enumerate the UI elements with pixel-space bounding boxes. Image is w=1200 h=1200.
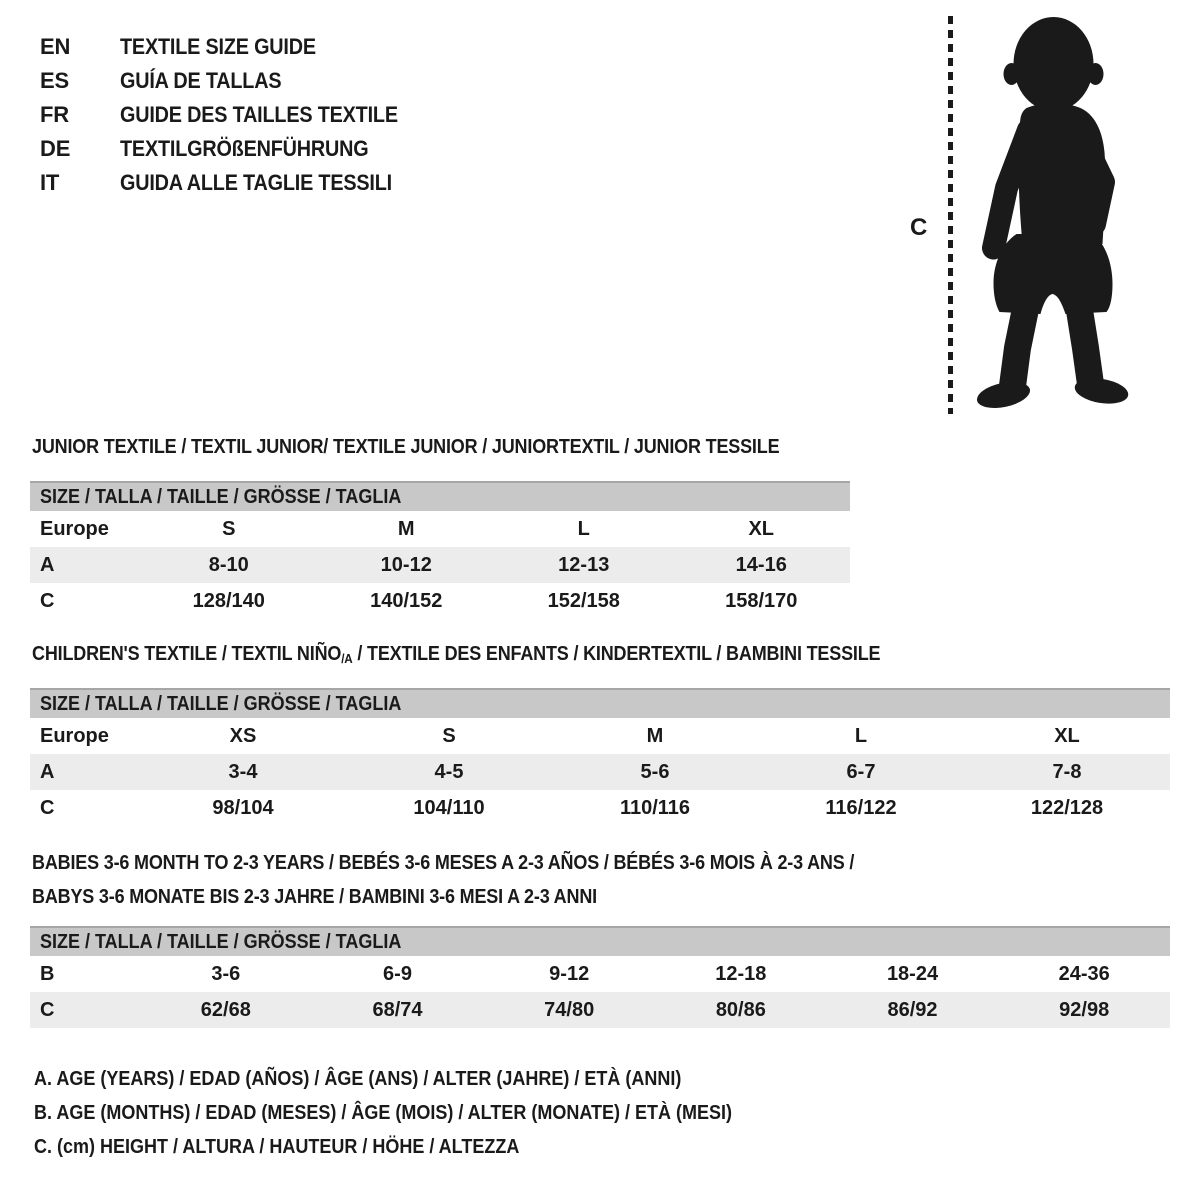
table-row-age-years (30, 547, 850, 583)
size-header-text: SIZE / TALLA / TAILLE / GRÖSSE / TAGLIA (40, 931, 402, 953)
row-label: B (40, 962, 55, 985)
height-cell: 128/140 (192, 589, 265, 612)
height-cell: 140/152 (370, 589, 443, 612)
legend-line-a: A. AGE (YEARS) / EDAD (AÑOS) / ÂGE (ANS) / ALTER (JAHRE) / ETÀ (ANNI) (34, 1068, 682, 1090)
language-code: ES (40, 68, 69, 93)
language-label: TEXTILE SIZE GUIDE (120, 34, 316, 59)
row-label: C (40, 589, 55, 612)
age-cell: 24-36 (1058, 962, 1110, 985)
age-cell: 12-13 (558, 553, 610, 576)
language-code: EN (40, 34, 71, 59)
size-cell: S (442, 724, 456, 747)
language-row-en (40, 30, 429, 64)
height-cell: 86/92 (887, 998, 938, 1021)
height-cell: 74/80 (544, 998, 595, 1021)
table-row-height-cm (30, 583, 850, 619)
age-cell: 5-6 (640, 760, 670, 783)
table-row-height-cm (30, 790, 1170, 826)
language-label: TEXTILGRÖßENFÜHRUNG (120, 136, 369, 161)
children-title-subscript: /A (341, 651, 353, 666)
language-row-es (40, 64, 429, 98)
height-cell: 152/158 (547, 589, 620, 612)
age-cell: 3-6 (211, 962, 241, 985)
height-cell: 122/128 (1030, 796, 1104, 819)
height-measure-label: C (910, 214, 928, 241)
children-section-title (32, 643, 975, 666)
size-header-text: SIZE / TALLA / TAILLE / GRÖSSE / TAGLIA (40, 693, 402, 715)
row-label: C (40, 998, 55, 1021)
height-cell: 80/86 (715, 998, 766, 1021)
height-cell: 110/116 (619, 796, 691, 819)
babies-size-table (30, 926, 1170, 1028)
age-cell: 9-12 (549, 962, 590, 985)
height-cell: 62/68 (200, 998, 251, 1021)
language-list (40, 30, 429, 200)
age-cell: 10-12 (380, 553, 432, 576)
size-header-bar (30, 688, 1170, 718)
height-measure-dashed-line (948, 16, 953, 414)
language-row-fr (40, 98, 429, 132)
language-code: FR (40, 102, 69, 127)
age-cell: 8-10 (208, 553, 249, 576)
size-cell: XL (1054, 724, 1080, 747)
row-label: C (40, 796, 55, 819)
size-cell: L (854, 724, 868, 747)
table-row-height-cm (30, 992, 1170, 1028)
junior-section-title (32, 436, 862, 459)
row-label: A (40, 760, 55, 783)
toddler-silhouette-icon (962, 12, 1137, 412)
row-label: Europe (40, 724, 109, 747)
children-size-table (30, 688, 1170, 826)
size-header-text: SIZE / TALLA / TAILLE / GRÖSSE / TAGLIA (40, 486, 402, 508)
age-cell: 12-18 (715, 962, 767, 985)
size-cell: M (646, 724, 664, 747)
size-cell: XS (229, 724, 257, 747)
junior-size-table (30, 481, 850, 619)
language-row-it (40, 166, 429, 200)
age-cell: 4-5 (434, 760, 464, 783)
language-label: GUÍA DE TALLAS (120, 68, 282, 93)
legend (34, 1062, 810, 1164)
height-cell: 98/104 (212, 796, 274, 819)
language-label: GUIDA ALLE TAGLIE TESSILI (120, 170, 392, 195)
height-cell: 68/74 (372, 998, 423, 1021)
language-code: IT (40, 170, 60, 195)
row-label: A (40, 553, 55, 576)
babies-section-title (32, 846, 946, 914)
size-cell: S (222, 517, 236, 540)
babies-section-title-line1: BABIES 3-6 MONTH TO 2-3 YEARS / BEBÉS 3-6 MESES A 2-3 AÑOS / BÉBÉS 3-6 MOIS À 2-3 ANS / (32, 852, 855, 874)
row-label: Europe (40, 517, 109, 540)
age-cell: 6-9 (383, 962, 412, 985)
legend-line-b: B. AGE (MONTHS) / EDAD (MESES) / ÂGE (MOIS) / ALTER (MONATE) / ETÀ (MESI) (34, 1102, 732, 1124)
language-label: GUIDE DES TAILLES TEXTILE (120, 102, 398, 127)
age-cell: 7-8 (1052, 760, 1082, 783)
legend-line-c: C. (cm) HEIGHT / ALTURA / HAUTEUR / HÖHE / ALTEZZA (34, 1136, 520, 1158)
height-cell: 92/98 (1059, 998, 1110, 1021)
table-row-europe (30, 511, 850, 547)
height-cell: 116/122 (825, 796, 897, 819)
children-section-title-text (32, 643, 880, 666)
size-header-bar (30, 481, 850, 511)
size-cell: M (397, 517, 415, 540)
height-cell: 104/110 (413, 796, 485, 819)
language-row-de (40, 132, 429, 166)
age-cell: 6-7 (846, 760, 876, 783)
size-cell: XL (748, 517, 775, 540)
age-cell: 3-4 (228, 760, 258, 783)
children-title-post: / TEXTILE DES ENFANTS / KINDERTEXTIL / BAMBINI TESSILE (352, 643, 881, 665)
table-row-age-years (30, 754, 1170, 790)
age-cell: 14-16 (735, 553, 787, 576)
age-cell: 18-24 (886, 962, 939, 985)
size-cell: L (577, 517, 590, 540)
table-row-age-months (30, 956, 1170, 992)
junior-section-title-text: JUNIOR TEXTILE / TEXTIL JUNIOR/ TEXTILE JUNIOR / JUNIORTEXTIL / JUNIOR TESSILE (32, 436, 780, 458)
height-cell: 158/170 (725, 589, 798, 612)
table-row-europe (30, 718, 1170, 754)
babies-section-title-line2: BABYS 3-6 MONATE BIS 2-3 JAHRE / BAMBINI 3-6 MESI A 2-3 ANNI (32, 886, 597, 908)
size-header-bar (30, 926, 1170, 956)
language-code: DE (40, 136, 71, 161)
children-title-pre: CHILDREN'S TEXTILE / TEXTIL NIÑO (32, 643, 342, 665)
